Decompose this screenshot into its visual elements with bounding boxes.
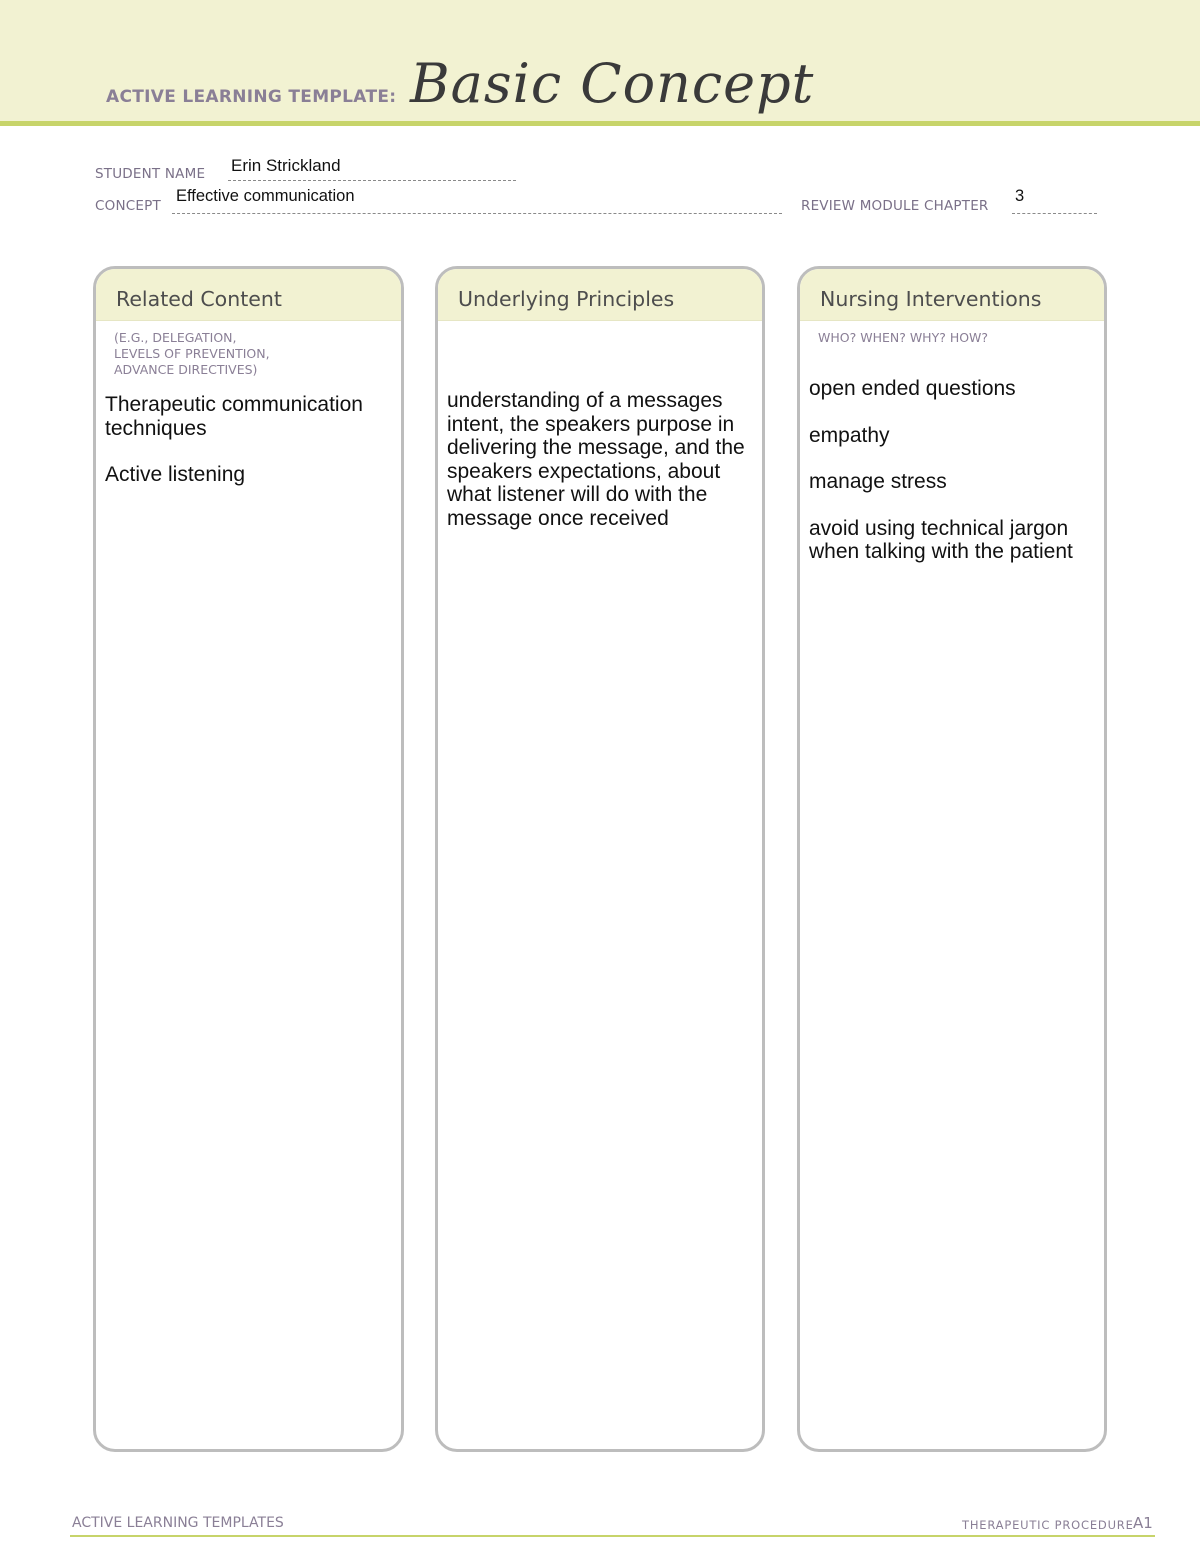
nursing-interventions-panel	[797, 266, 1107, 1452]
underlying-principles-field[interactable]	[438, 321, 762, 530]
footer-left-label: ACTIVE LEARNING TEMPLATES	[72, 1515, 284, 1531]
concept-field[interactable]: Effective communication	[176, 187, 355, 205]
student-name-line	[228, 180, 516, 181]
template-label: ACTIVE LEARNING TEMPLATE:	[106, 87, 397, 107]
review-chapter-line	[1012, 213, 1097, 214]
nursing-interventions-field[interactable]	[800, 346, 1104, 564]
concept-line	[172, 213, 782, 214]
underlying-principles-panel	[435, 266, 765, 1452]
student-name-field[interactable]: Erin Strickland	[231, 156, 341, 175]
concept-label: CONCEPT	[95, 198, 161, 214]
header-divider	[0, 121, 1200, 126]
interventions-hint-line: WHO? WHEN? WHY? HOW?	[818, 330, 989, 345]
interventions-entry: avoid using technical jargon when talking with the patient	[809, 516, 1073, 563]
related-content-heading: Related Content	[96, 269, 401, 321]
principles-entry: understanding of a messages intent, the speakers purpose in delivering the message, and the speakers expectations, about what listener will do with the message once received	[447, 389, 745, 530]
footer-divider	[70, 1535, 1155, 1537]
related-content-field[interactable]	[96, 378, 401, 487]
student-name-label: STUDENT NAME	[95, 166, 206, 182]
page-title: Basic Concept	[410, 52, 815, 115]
footer-page-number: A1	[1133, 1514, 1153, 1532]
nursing-interventions-hint	[800, 321, 1104, 346]
related-hint-line: ADVANCE DIRECTIVES)	[114, 362, 258, 377]
interventions-entry: empathy	[809, 423, 890, 447]
related-entry: Therapeutic communication techniques	[105, 393, 363, 440]
related-content-panel	[93, 266, 404, 1452]
interventions-entry: manage stress	[809, 470, 947, 493]
related-content-hint	[96, 321, 401, 378]
nursing-interventions-heading: Nursing Interventions	[800, 269, 1104, 321]
review-chapter-label: REVIEW MODULE CHAPTER	[801, 198, 989, 214]
interventions-entry: open ended questions	[809, 377, 1016, 400]
footer-right-label: THERAPEUTIC PROCEDURE	[962, 1518, 1134, 1532]
underlying-principles-heading: Underlying Principles	[438, 269, 762, 321]
review-chapter-field[interactable]: 3	[1015, 187, 1025, 205]
related-hint-line: LEVELS OF PREVENTION,	[114, 346, 270, 361]
related-entry: Active listening	[105, 463, 246, 486]
related-hint-line: (E.G., DELEGATION,	[114, 330, 237, 345]
